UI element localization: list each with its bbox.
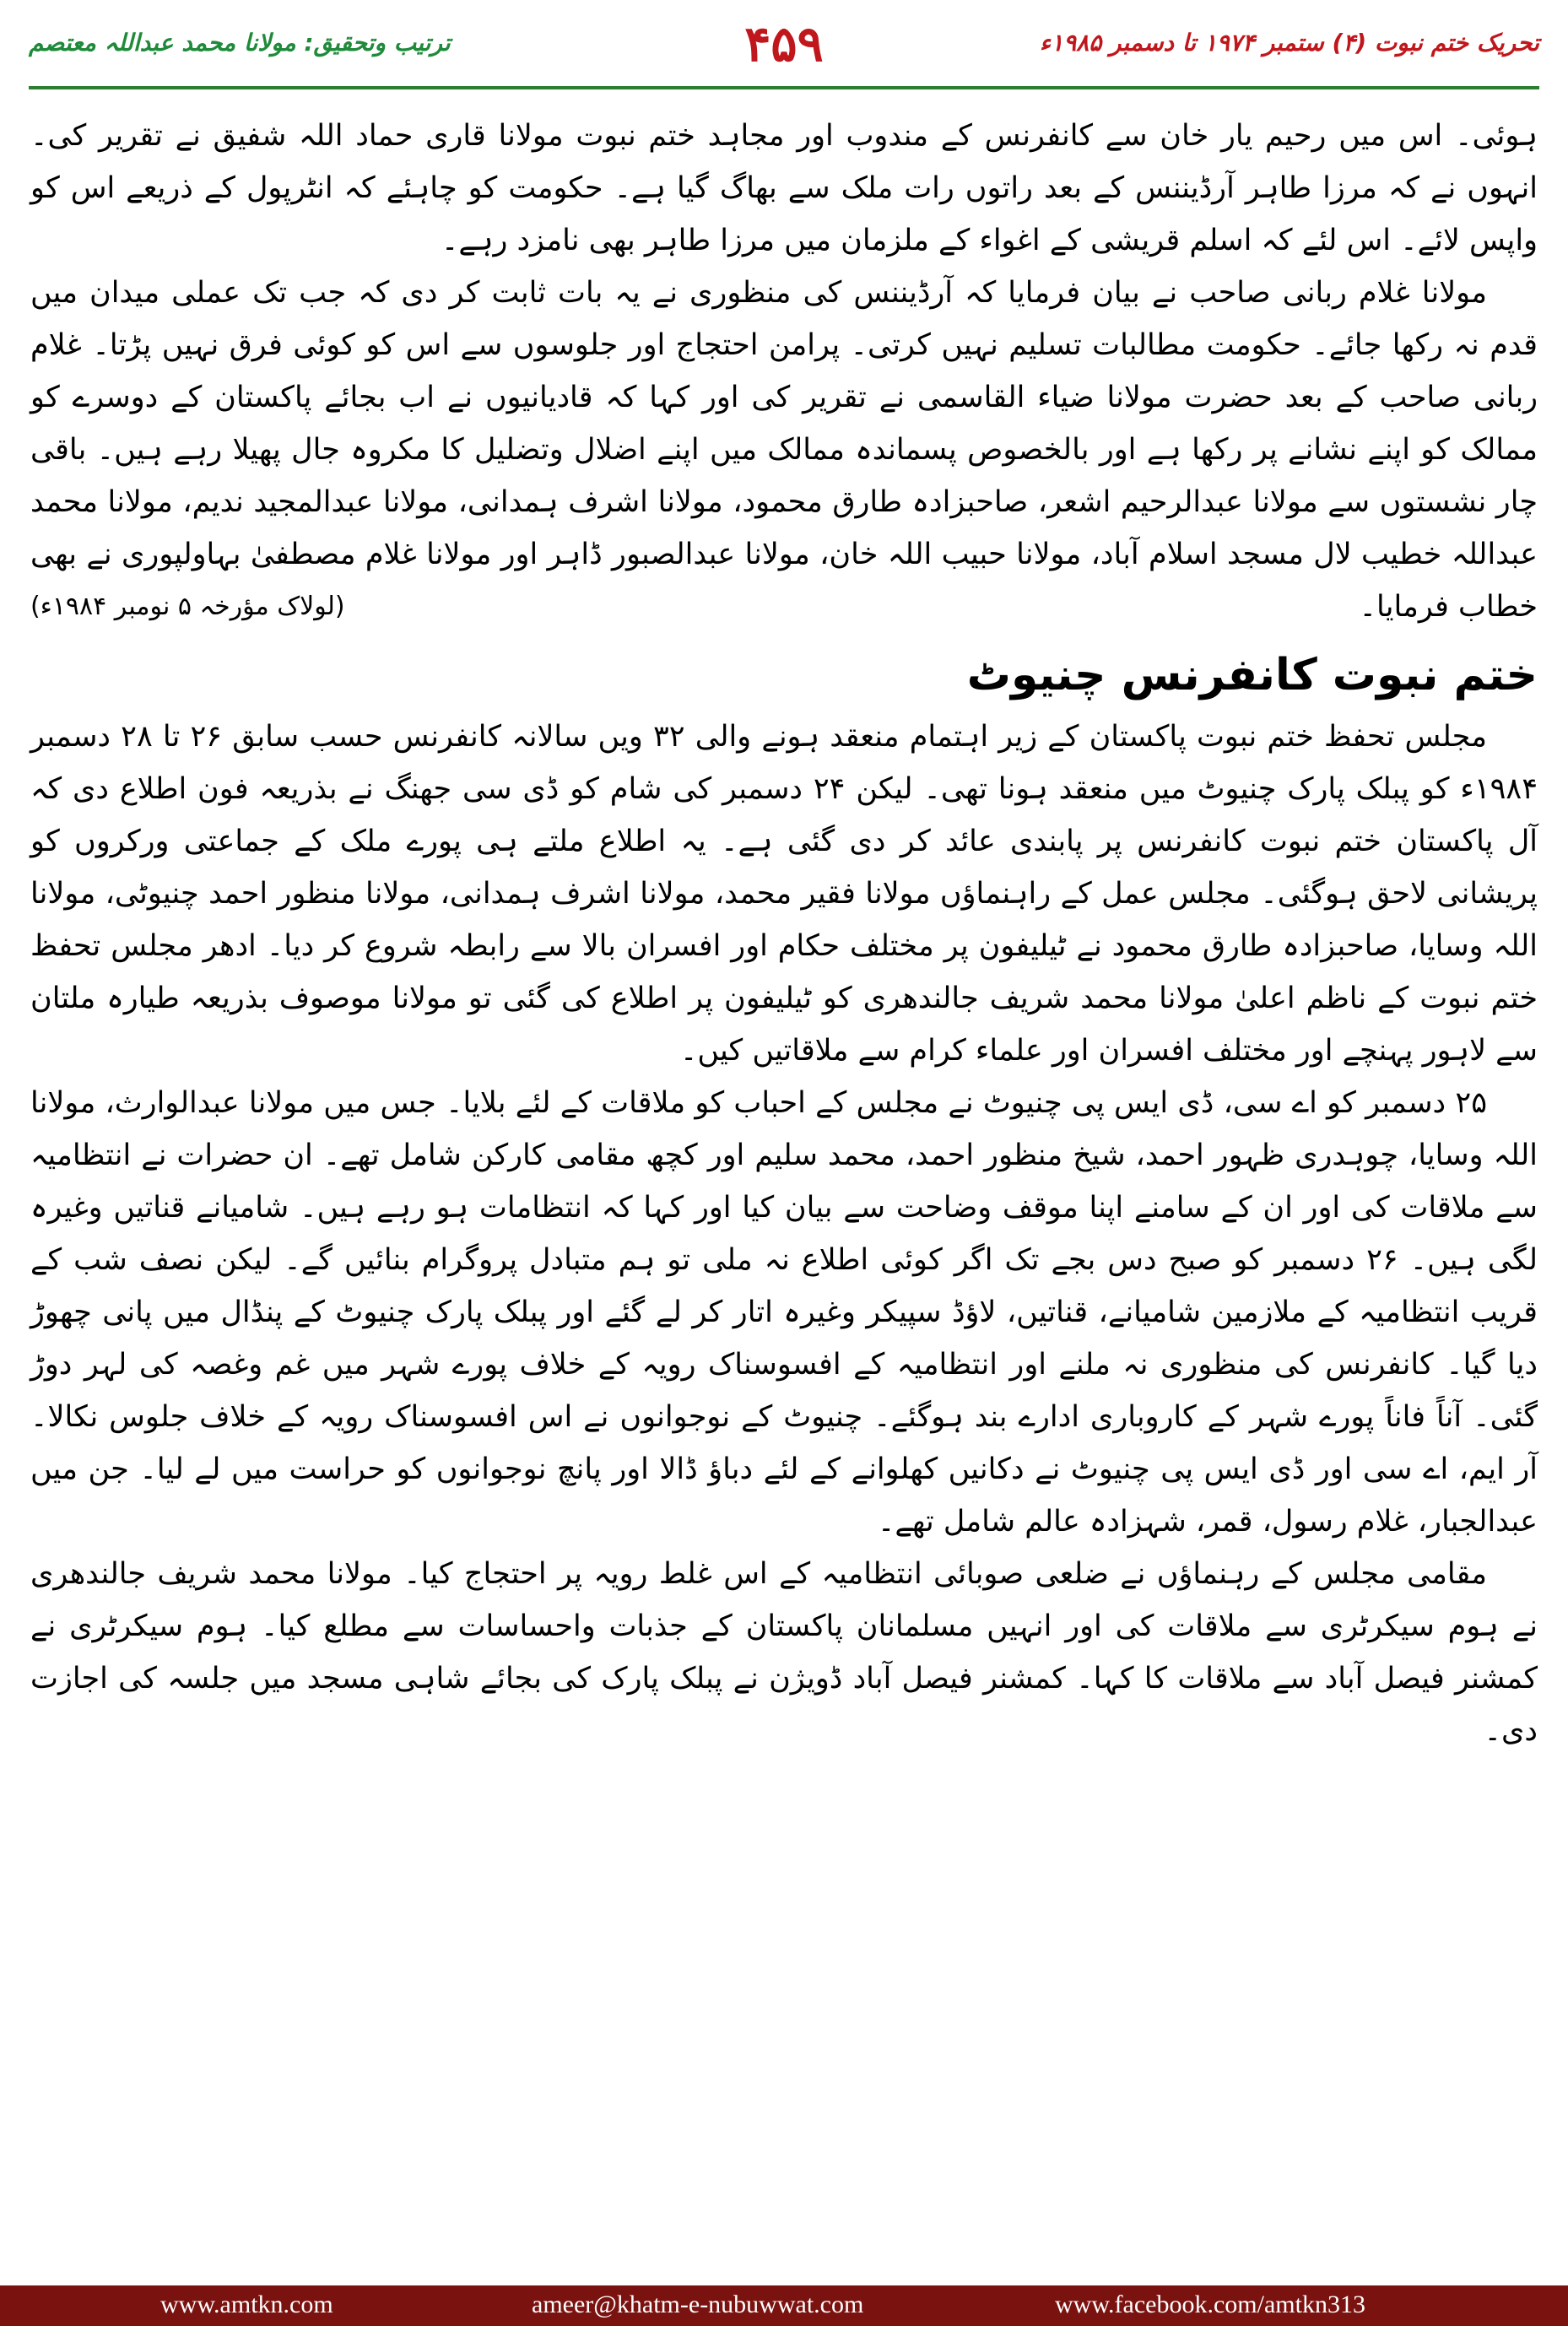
footer-email-link[interactable]: ameer@khatm-e-nubuwwat.com: [532, 2291, 864, 2318]
page-number: ۴۵۹: [744, 15, 824, 73]
section-paragraph-2: ۲۵ دسمبر کو اے سی، ڈی ایس پی چنیوٹ نے مجلس کے احباب کو ملاقات کے لئے بلایا۔ جس میں مولانا عبدالوارث، مولانا اللہ وسایا، چوہدری ظہور احمد، شیخ منظور احمد، محمد سلیم اور کچھ مقامی کارکن شامل تھے۔ ان حضرات نے انتظامیہ سے ملاقات کی اور ان کے سامنے اپنا موقف وضاحت سے بیان کیا اور کہا کہ انتظامات ہو رہے ہیں۔ شامیانے قناتیں وغیرہ لگی ہیں۔ ۲۶ دسمبر کو صبح دس بجے تک اگر کوئی اطلاع نہ ملی تو ہم متبادل پروگرام بنائیں گے۔ لیکن نصف شب کے قریب انتظامیہ کے ملازمین شامیانے، قناتیں، لاؤڈ سپیکر وغیرہ اتار کر لے گئے اور پبلک پارک چنیوٹ کے پنڈال میں پانی چھوڑ دیا گیا۔ کانفرنس کی منظوری نہ ملنے اور انتظامیہ کے افسوسناک رویہ کے خلاف پورے شہر میں غم وغصہ کی لہر دوڑ گئی۔ آناً فاناً پورے شہر کے کاروباری ادارے بند ہوگئے۔ چنیوٹ کے نوجوانوں نے اس افسوسناک رویہ کے خلاف جلوس نکالا۔ آر ایم، اے سی اور ڈی ایس پی چنیوٹ نے دکانیں کھلوانے کے لئے دباؤ ڈالا اور پانچ نوجوانوں کو حراست میں لے لیا۔ جن میں عبدالجبار، غلام رسول، قمر، شہزادہ عالم شامل تھے۔: [30, 1086, 1538, 1539]
paragraph-1: ہوئی۔ اس میں رحیم یار خان سے کانفرنس کے مندوب اور مجاہد ختم نبوت مولانا قاری حماد اللہ شفیق نے تقریر کی۔ انہوں نے کہ مرزا طاہر آرڈیننس کے بعد راتوں رات ملک سے بھاگ گیا ہے۔ حکومت کو چاہئے کہ انٹرپول کے ذریعے اس کو واپس لائے۔ اس لئے کہ اسلم قریشی کے اغواء کے ملزمان میں مرزا طاہر بھی نامزد رہے۔: [30, 119, 1538, 257]
page-footer: [0, 2285, 1568, 2326]
paragraph-2: [30, 267, 1538, 633]
header-divider: [29, 86, 1539, 89]
citation: (لولاک مؤرخہ ۵ نومبر ۱۹۸۴ء): [30, 592, 345, 621]
section-heading: ختم نبوت کانفرنس چنیوٹ: [966, 650, 1538, 700]
paragraph-2-text: مولانا غلام ربانی صاحب نے بیان فرمایا کہ آرڈیننس کی منظوری نے یہ بات ثابت کر دی کہ جب تک عملی میدان میں قدم نہ رکھا جائے۔ حکومت مطالبات تسلیم نہیں کرتی۔ پرامن احتجاج اور جلوسوں سے اس کو کوئی فرق نہیں پڑتا۔ غلام ربانی صاحب کے بعد حضرت مولانا ضیاء القاسمی نے تقریر کی اور کہا کہ قادیانیوں نے اب بجائے پاکستان کے دوسرے کو ممالک کو اپنے نشانے پر رکھا ہے اور بالخصوص پسماندہ ممالک میں اپنے اضلال وتضلیل کا مکروہ جال پھیلا رہے ہیں۔ باقی چار نشستوں سے مولانا عبدالرحیم اشعر، صاحبزادہ طارق محمود، مولانا اشرف ہمدانی، مولانا عبدالمجید ندیم، مولانا محمد عبداللہ خطیب لال مسجد اسلام آباد، مولانا حبیب اللہ خان، مولانا عبدالصبور ڈاہر اور مولانا غلام مصطفیٰ بہاولپوری نے بھی خطاب فرمایا۔: [30, 276, 1538, 624]
footer-facebook-link[interactable]: www.facebook.com/amtkn313: [1055, 2291, 1365, 2318]
header-compiler: ترتیب وتحقیق: مولانا محمد عبداللہ معتصم: [29, 29, 451, 57]
section-paragraph-1: مجلس تحفظ ختم نبوت پاکستان کے زیر اہتمام منعقد ہونے والی ۳۲ ویں سالانہ کانفرنس حسب سابق ۲۶ تا ۲۸ دسمبر ۱۹۸۴ء کو پبلک پارک چنیوٹ میں منعقد ہونا تھی۔ لیکن ۲۴ دسمبر کی شام کو ڈی سی جھنگ نے بذریعہ فون اطلاع دی کہ آل پاکستان ختم نبوت کانفرنس پر پابندی عائد کر دی گئی ہے۔ یہ اطلاع ملتے ہی پورے ملک کے جماعتی ورکروں کو پریشانی لاحق ہوگئی۔ مجلس عمل کے راہنماؤں مولانا فقیر محمد، مولانا اشرف ہمدانی، مولانا منظور احمد چنیوٹی، مولانا اللہ وسایا، صاحبزادہ طارق محمود نے ٹیلیفون پر مختلف حکام اور افسران بالا سے رابطہ شروع کر دیا۔ ادھر مجلس تحفظ ختم نبوت کے ناظم اعلیٰ مولانا محمد شریف جالندھری کو ٹیلیفون پر اطلاع کی گئی تو مولانا موصوف بذریعہ طیارہ ملتان سے لاہور پہنچے اور مختلف افسران اور علماء کرام سے ملاقاتیں کیں۔: [30, 720, 1538, 1068]
page-content: [30, 110, 1538, 1757]
section-paragraph-3: مقامی مجلس کے رہنماؤں نے ضلعی صوبائی انتظامیہ کے اس غلط رویہ پر احتجاج کیا۔ مولانا محمد شریف جالندھری نے ہوم سیکرٹری سے ملاقات کی اور انہیں مسلمانان پاکستان کے جذبات واحساسات سے مطلع کیا۔ ہوم سیکرٹری نے کمشنر فیصل آباد سے ملاقات کا کہا۔ کمشنر فیصل آباد ڈویژن نے پبلک پارک کی بجائے شاہی مسجد میں جلسہ کی اجازت دی۔: [30, 1557, 1538, 1748]
header-book-title: تحریک ختم نبوت (۴) ستمبر ۱۹۷۴ تا دسمبر ۱۹۸۵ء: [1039, 29, 1539, 57]
page-header: [29, 15, 1539, 83]
footer-website-link[interactable]: www.amtkn.com: [160, 2291, 333, 2318]
